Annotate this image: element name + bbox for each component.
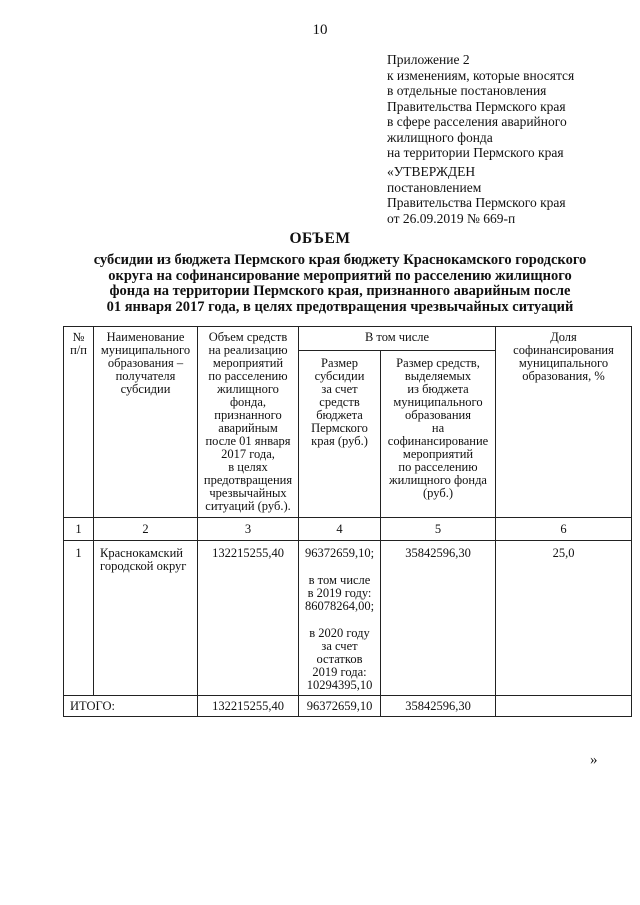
document-title: ОБЪЕМ	[289, 230, 351, 247]
total-label: ИТОГО:	[64, 696, 198, 717]
column-number: 2	[94, 518, 198, 541]
row-volume: 132215255,40	[198, 541, 299, 696]
appendix-reference: Приложение 2 к изменениям, которые вносятся в отдельные постановления Правительства Пермского края в сфере расселения аварийного жилищного фонда на территории Пермского края	[387, 52, 575, 160]
total-subsidy: 96372659,10	[299, 696, 381, 717]
column-number-row	[64, 518, 632, 541]
row-num: 1	[64, 541, 94, 696]
column-number: 5	[381, 518, 496, 541]
total-row	[64, 696, 632, 717]
closing-quote: »	[590, 752, 598, 768]
page-number: 10	[312, 22, 328, 38]
header-share: Доля софинансирования муниципального образования, %	[496, 327, 632, 518]
approval-stamp-text: «УТВЕРЖДЕН постановлением Правительства Пермского края от 26.09.2019 № 669-п	[387, 164, 566, 226]
row-share: 25,0	[496, 541, 632, 696]
row-subsidy-2019: в том числе в 2019 году: 86078264,00;	[304, 573, 375, 613]
table-header-row	[64, 327, 632, 351]
column-number: 4	[299, 518, 381, 541]
header-num: № п/п	[64, 327, 94, 518]
document-subtitle: субсидии из бюджета Пермского края бюджету Краснокамского городского округа на софинансирование мероприятий по расселению жилищного фонда на территории Пермского края, признанного аварийным после 01 января 2017 года, в целях предотвращения чрезвычайных ситуаций	[93, 252, 587, 315]
row-municipality-name: Краснокамский городской округ	[94, 541, 198, 696]
row-subsidy-2020: в 2020 году за счет остатков 2019 года: 10294395,10	[306, 626, 373, 692]
row-subsidy-total: 96372659,10;	[304, 546, 375, 560]
subsidy-table	[63, 326, 632, 717]
header-name: Наименование муниципального образования – получателя субсидии	[94, 327, 198, 518]
total-share	[496, 696, 632, 717]
table-row	[64, 541, 632, 696]
header-including: В том числе	[299, 327, 496, 351]
total-municipal: 35842596,30	[381, 696, 496, 717]
header-volume: Объем средств на реализацию мероприятий по расселению жилищного фонда, признанного аварийным после 01 января 2017 года, в целях предотвращения чрезвычайных ситуаций (руб.).	[198, 327, 299, 518]
header-municipal: Размер средств, выделяемых из бюджета муниципального образования на софинансирование мероприятий по расселению жилищного фонда (руб.)	[381, 350, 496, 517]
column-number: 3	[198, 518, 299, 541]
row-municipal-funds: 35842596,30	[381, 541, 496, 696]
row-subsidy-cell	[299, 541, 381, 696]
header-subsidy: Размер субсидии за счет средств бюджета Пермского края (руб.)	[299, 350, 381, 517]
column-number: 6	[496, 518, 632, 541]
column-number: 1	[64, 518, 94, 541]
total-volume: 132215255,40	[198, 696, 299, 717]
